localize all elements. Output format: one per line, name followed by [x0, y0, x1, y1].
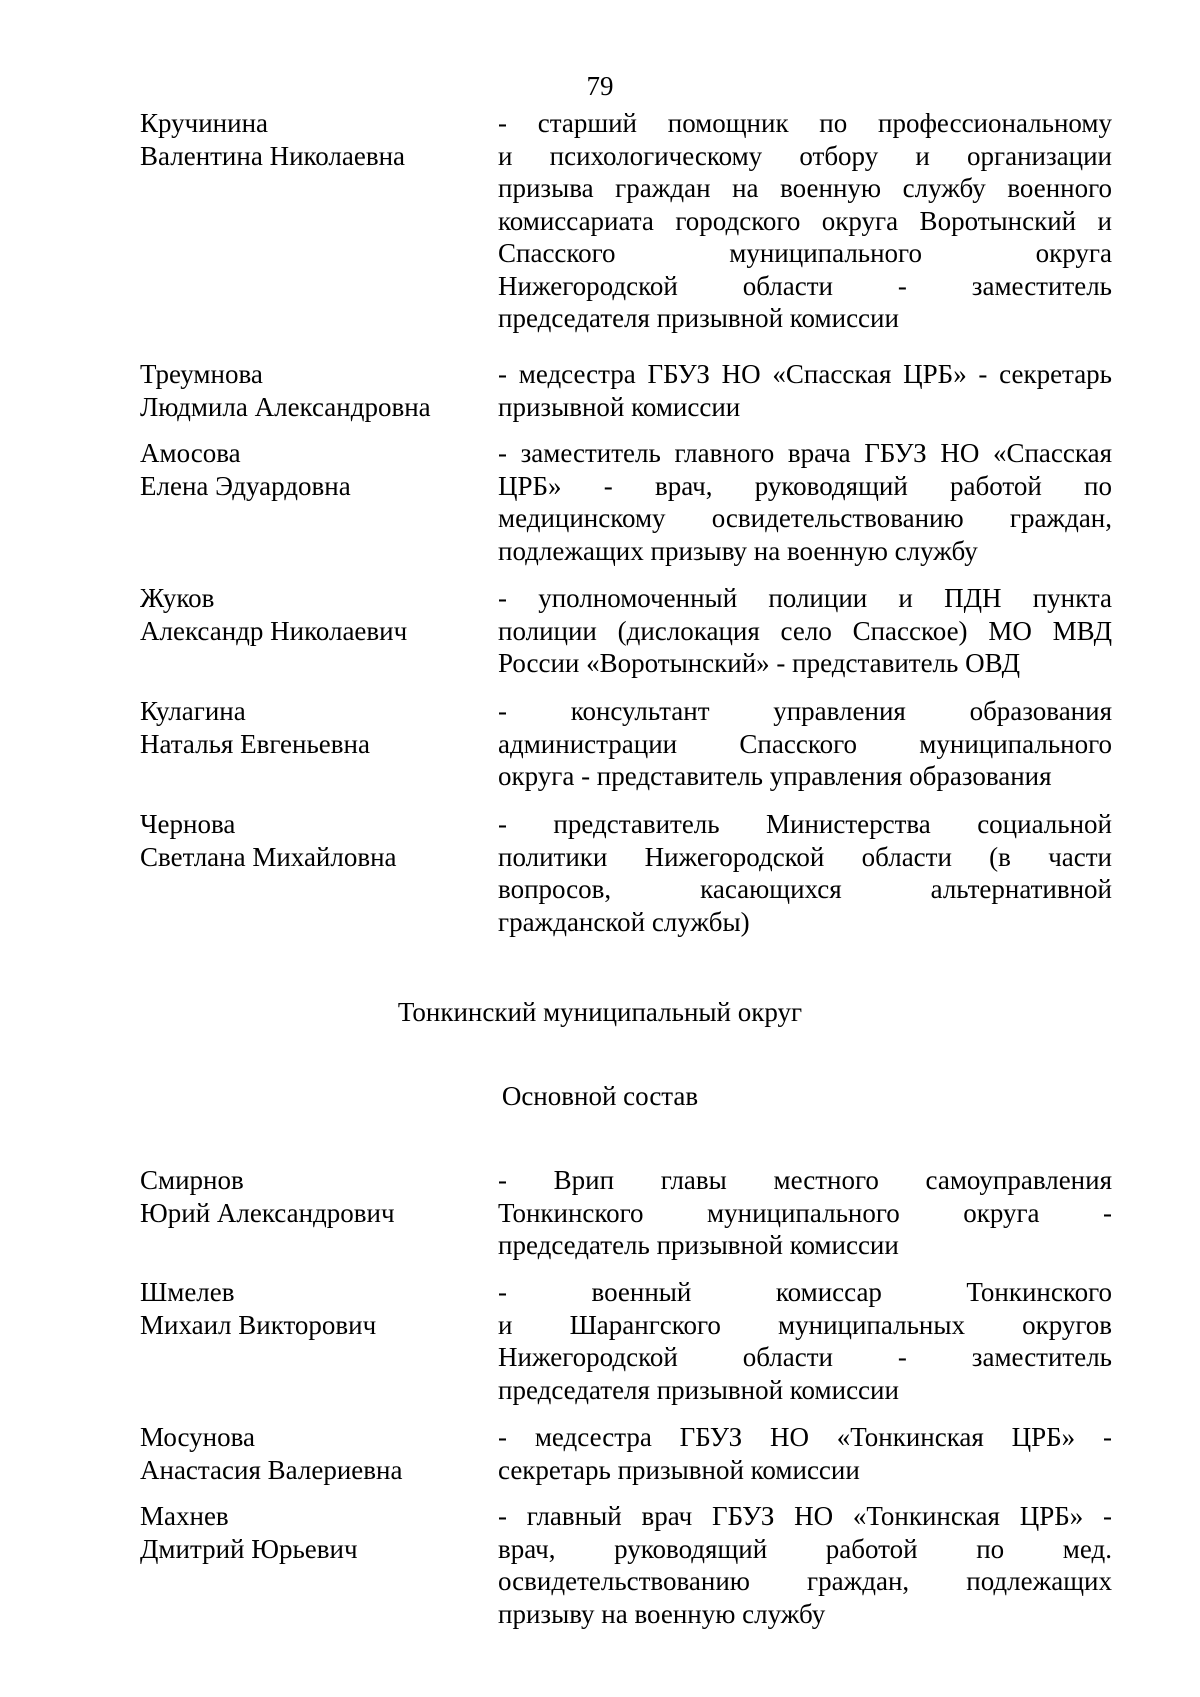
role-line: политики Нижегородской области (в части — [498, 841, 1112, 872]
member-role — [498, 582, 1112, 680]
member-role — [498, 1164, 1112, 1262]
member-given-name: Наталья Евгеньевна — [140, 728, 370, 759]
role-line: призыву на военную службу — [498, 1598, 826, 1629]
member-surname: Смирнов — [140, 1165, 244, 1195]
member-given-name: Анастасия Валериевна — [140, 1454, 403, 1485]
role-line: председатель призывной комиссии — [498, 1230, 899, 1260]
member-given-name: Юрий Александрович — [140, 1197, 395, 1228]
member-given-name: Дмитрий Юрьевич — [140, 1533, 358, 1564]
role-line: Спасского муниципального округа — [498, 238, 1112, 268]
role-line: - уполномоченный полиции и ПДН пункта — [498, 583, 1112, 613]
role-line: - главный врач ГБУЗ НО «Тонкинская ЦРБ» - — [498, 1501, 1112, 1531]
member-role — [498, 358, 1112, 423]
member-role — [498, 695, 1112, 793]
role-line: - старший помощник по профессиональному — [498, 108, 1112, 138]
role-line: Нижегородской области - заместитель — [498, 270, 1112, 301]
role-line: председателя призывной комиссии — [498, 303, 899, 333]
role-line: комиссариата городского округа Воротынский и — [498, 205, 1112, 236]
role-line: и психологическому отбору и организации — [498, 140, 1112, 171]
role-line: - Врип главы местного самоуправления — [498, 1165, 1112, 1195]
role-line: вопросов, касающихся альтернативной — [498, 874, 1112, 904]
member-role — [498, 1276, 1112, 1406]
member-name — [140, 358, 490, 423]
member-name — [140, 1276, 490, 1341]
member-surname: Амосова — [140, 438, 241, 468]
role-line: - медсестра ГБУЗ НО «Тонкинская ЦРБ» - — [498, 1422, 1112, 1452]
member-name — [140, 695, 490, 760]
role-line: - консультант управления образования — [498, 696, 1112, 726]
role-line: - представитель Министерства социальной — [498, 809, 1112, 839]
member-surname: Чернова — [140, 809, 236, 839]
member-given-name: Александр Николаевич — [140, 615, 408, 646]
member-role — [498, 107, 1112, 335]
member-given-name: Валентина Николаевна — [140, 140, 406, 171]
role-line: призыва граждан на военную службу военного — [498, 173, 1112, 203]
role-line: Нижегородской области - заместитель — [498, 1342, 1112, 1372]
member-given-name: Елена Эдуардовна — [140, 470, 351, 501]
role-line: медицинскому освидетельствованию граждан, — [498, 503, 1112, 533]
role-line: и Шарангского муниципальных округов — [498, 1309, 1112, 1340]
role-line: Тонкинского муниципального округа - — [498, 1197, 1112, 1228]
member-surname: Мосунова — [140, 1422, 255, 1452]
member-surname: Шмелев — [140, 1277, 235, 1307]
role-line: освидетельствованию граждан, подлежащих — [498, 1566, 1112, 1596]
member-role — [498, 1500, 1112, 1630]
page-number: 79 — [586, 71, 614, 101]
role-line: администрации Спасского муниципального — [498, 728, 1112, 759]
member-surname: Жуков — [140, 583, 215, 613]
member-role — [498, 1421, 1112, 1486]
role-line: врач, руководящий работой по мед. — [498, 1533, 1112, 1564]
role-line: секретарь призывной комиссии — [498, 1454, 860, 1485]
member-name — [140, 1500, 490, 1565]
subsection-title: Основной состав — [501, 1081, 699, 1111]
role-line: - военный комиссар Тонкинского — [498, 1277, 1112, 1307]
member-name — [140, 1421, 490, 1486]
member-name — [140, 107, 490, 172]
member-surname: Треумнова — [140, 359, 263, 389]
member-given-name: Михаил Викторович — [140, 1309, 377, 1340]
role-line: председателя призывной комиссии — [498, 1374, 899, 1405]
member-role — [498, 808, 1112, 938]
member-given-name: Людмила Александровна — [140, 391, 431, 422]
role-line: призывной комиссии — [498, 391, 741, 422]
role-line: полиции (дислокация село Спасское) МО МВД — [498, 615, 1112, 646]
role-line: подлежащих призыву на военную службу — [498, 535, 978, 566]
member-role — [498, 437, 1112, 567]
member-name — [140, 437, 490, 502]
member-name — [140, 582, 490, 647]
member-surname: Махнев — [140, 1501, 229, 1531]
role-line: - заместитель главного врача ГБУЗ НО «Спасская — [498, 438, 1112, 468]
member-name — [140, 808, 490, 873]
role-line: округа - представитель управления образования — [498, 761, 1052, 791]
role-line: - медсестра ГБУЗ НО «Спасская ЦРБ» - секретарь — [498, 359, 1112, 389]
member-surname: Кулагина — [140, 696, 246, 726]
section-title: Тонкинский муниципальный округ — [397, 997, 803, 1027]
role-line: России «Воротынский» - представитель ОВД — [498, 648, 1020, 678]
member-surname: Кручинина — [140, 108, 269, 138]
role-line: гражданской службы) — [498, 906, 750, 937]
role-line: ЦРБ» - врач, руководящий работой по — [498, 470, 1112, 501]
member-given-name: Светлана Михайловна — [140, 841, 397, 872]
member-name — [140, 1164, 490, 1229]
